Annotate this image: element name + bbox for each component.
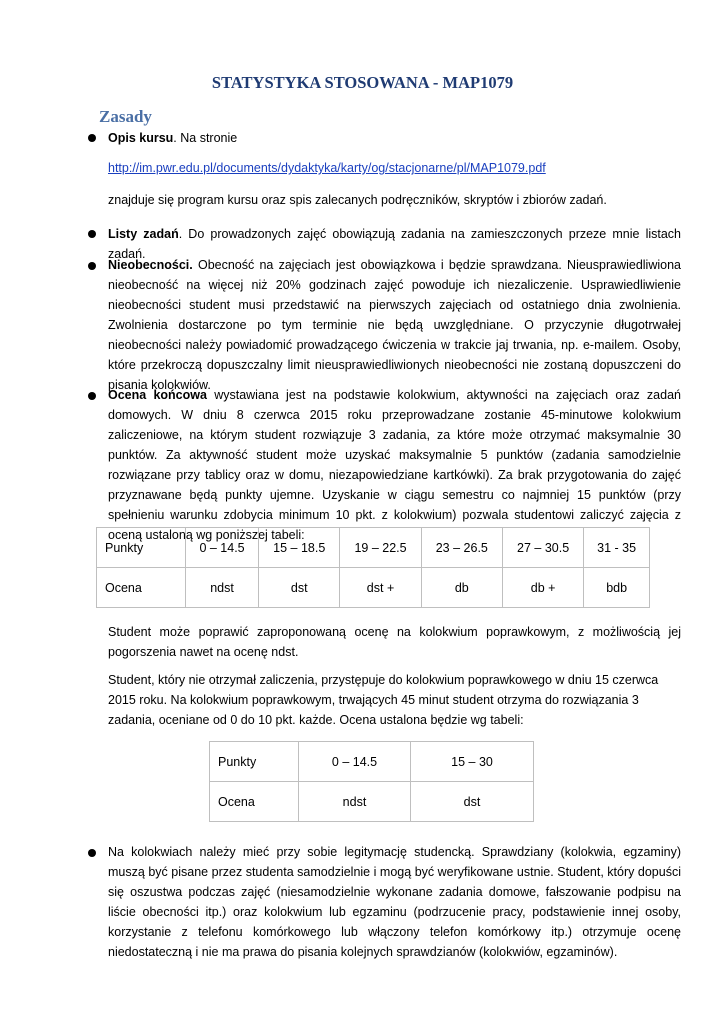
nieobecnosci-paragraph: [108, 255, 681, 395]
opis-text-2: znajduje się program kursu oraz spis zalecanych podręczników, skryptów i zbiorów zadań.: [108, 193, 607, 207]
ocena-paragraph: [108, 385, 681, 545]
table-cell: ndst: [186, 568, 259, 608]
bullet-icon: [88, 262, 96, 270]
table-row: [97, 528, 650, 568]
poprawa-paragraph-2: Student, który nie otrzymał zaliczenia, przystępuje do kolokwium poprawkowego w dniu 15 czerwca 2015 roku. Na kolokwium poprawkowym, trwających 45 minut student otrzyma do rozwiązania 3 zadania, oceniane od 0 do 10 pkt. każde. Ocena ustalona będzie wg tabeli:: [108, 673, 659, 727]
table-cell: 0 – 14.5: [299, 742, 411, 782]
table-cell: 15 – 30: [411, 742, 534, 782]
section-heading: Zasady: [99, 107, 152, 126]
table-cell: bdb: [584, 568, 650, 608]
table-cell: 19 – 22.5: [340, 528, 421, 568]
opis-text: . Na stronie: [173, 131, 238, 145]
ocena-text: wystawiana jest na podstawie kolokwium, aktywności na zajęciach oraz zadań domowych. W dniu 8 czerwca 2015 roku przeprowadzane zostanie 45-minutowe kolokwium zaliczeniowe, na którym student rozwiązuje 3 zadania, za które może otrzymać maksymalnie 30 punktów. Za aktywność student może uzyskać maksymalnie 5 punktów (zadania samodzielnie rozwiązane przy tablicy oraz w domu, niezapowiedziane kartkówki). Za brak przygotowania do zajęć przyznawane będą punkty ujemne. Uzyskanie w ciągu semestru co najmniej 15 punktów (przy spełnieniu warunku zdobycia minimum 10 pkt. z kolokwium) pozwala studentowi zaliczyć zajęcia z oceną ustaloną wg poniższej tabeli:: [108, 388, 681, 542]
grade-table-1: [96, 527, 650, 608]
table-cell: ndst: [299, 782, 411, 822]
listy-text: . Do prowadzonych zajęć obowiązują zadania na zamieszczonych przeze mnie listach zadań.: [108, 227, 681, 261]
table-row: [210, 742, 534, 782]
bullet-icon: [88, 849, 96, 857]
table-cell: Ocena: [97, 568, 186, 608]
grade-table-2: [209, 741, 534, 822]
poprawa-paragraph-1: Student może poprawić zaproponowaną ocenę na kolokwium poprawkowym, z możliwością jej pogorszenia nawet na ocenę ndst.: [108, 625, 681, 659]
ocena-label: Ocena końcowa: [108, 388, 207, 402]
nieobecnosci-label: Nieobecności.: [108, 258, 193, 272]
bullet-icon: [88, 230, 96, 238]
legitymacja-paragraph: Na kolokwiach należy mieć przy sobie legitymację studencką. Sprawdziany (kolokwia, egzaminy) muszą być pisane przez studenta samodzielnie i mogą być weryfikowane ustnie. Student, który dopuści się oszustwa podczas zajęć (niesamodzielnie wykonane zadania domowe, fałszowanie podpisu na liście obecności itp.) oraz kolokwium lub egzaminu (podrzucenie pracy, podstawienie innej osoby, korzystanie z telefonu komórkowego lub włączony telefon komórkowy itp.) otrzymuje ocenę niedostateczną i nie ma prawa do pisania kolejnych sprawdzianów (kolokwiów, egzaminów).: [108, 845, 681, 959]
table-cell: Ocena: [210, 782, 299, 822]
bullet-icon: [88, 392, 96, 400]
table-cell: 0 – 14.5: [186, 528, 259, 568]
table-cell: Punkty: [210, 742, 299, 782]
opis-paragraph: [108, 128, 681, 148]
nieobecnosci-text: Obecność na zajęciach jest obowiązkowa i będzie sprawdzana. Nieusprawiedliwiona nieobecność na więcej niż 20% godzinach zajęć powoduje ich niezaliczenie. Usprawiedliwienie nieobecności student musi przedstawić na pierwszych zajęciach od ostatniego dnia zwolnienia. Zwolnienia dostarczone po tym terminie nie będą uwzględniane. O przyczynie długotrwałej nieobecności należy powiadomić prowadzącego ćwiczenia w trakcie jaj trwania, np. e-mailem. Osoby, które przekroczą dopuszczalny limit nieusprawiedliwionych nieobecności nie zostaną dopuszczeni do pisania kolokwiów.: [108, 258, 681, 392]
table-cell: 31 - 35: [584, 528, 650, 568]
table-cell: 15 – 18.5: [259, 528, 340, 568]
table-cell: dst +: [340, 568, 421, 608]
table-row: [210, 782, 534, 822]
table-cell: dst: [411, 782, 534, 822]
opis-label: Opis kursu: [108, 131, 174, 145]
table-cell: 27 – 30.5: [502, 528, 583, 568]
table-cell: db: [421, 568, 502, 608]
bullet-icon: [88, 134, 96, 142]
table-cell: dst: [259, 568, 340, 608]
table-cell: db +: [502, 568, 583, 608]
table-cell: Punkty: [97, 528, 186, 568]
table-row: [97, 568, 650, 608]
course-program-link[interactable]: http://im.pwr.edu.pl/documents/dydaktyka/karty/og/stacjonarne/pl/MAP1079.pdf: [108, 161, 546, 175]
table-cell: 23 – 26.5: [421, 528, 502, 568]
page-title: STATYSTYKA STOSOWANA - MAP1079: [211, 73, 514, 92]
listy-label: Listy zadań: [108, 227, 179, 241]
